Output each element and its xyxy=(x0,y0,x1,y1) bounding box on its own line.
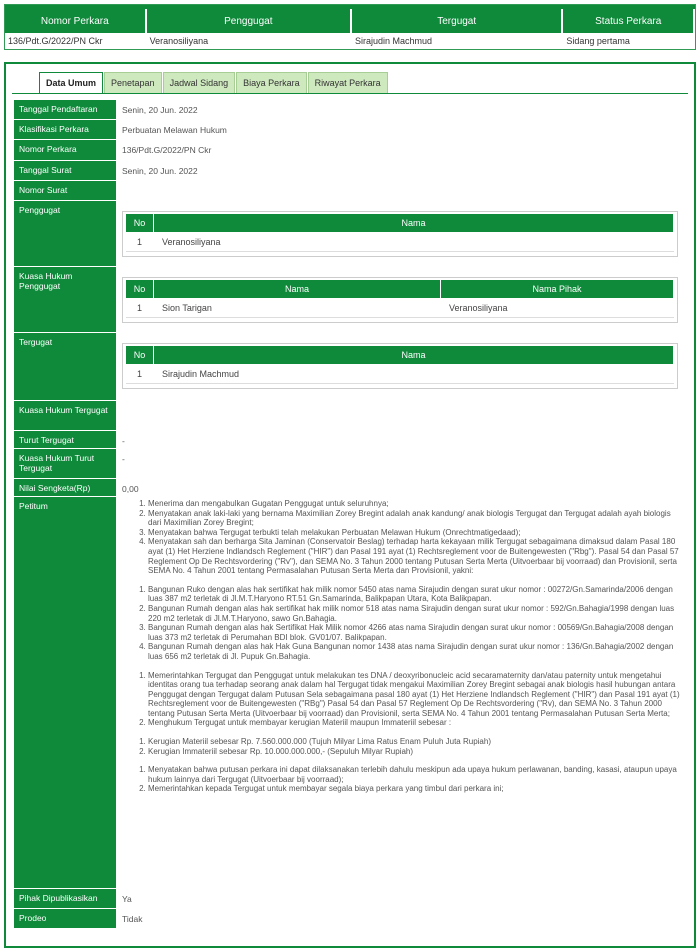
label-tanggal-pendaftaran: Tanggal Pendaftaran xyxy=(14,100,116,119)
case-detail-panel xyxy=(4,62,696,948)
value-kuasa-turut: - xyxy=(116,449,686,478)
petitum-list-5 xyxy=(132,765,680,794)
petitum-item: 3. Bangunan Rumah dengan alas hak Sertifikat Hak Milik nomor 4266 atas nama Sirajudin dengan surat ukur nomor : 00569/Gn.Bahagia/2008 dengan luas 373 m2 terletak di Perumahan BDI blok. GV01/07. Balikpapan. xyxy=(148,623,680,642)
label-tergugat: Tergugat xyxy=(14,333,116,400)
petitum-content xyxy=(116,497,686,888)
penggugat-no: 1 xyxy=(137,236,143,247)
kuasa-col-no: No xyxy=(126,280,154,298)
summary-header-penggugat: Penggugat xyxy=(147,9,352,33)
label-penggugat: Penggugat xyxy=(14,201,116,266)
kuasa-no: 1 xyxy=(137,302,143,313)
label-dipublikasikan: Pihak Dipublikasikan xyxy=(14,889,116,908)
tergugat-no: 1 xyxy=(137,368,143,379)
penggugat-nama: Veranosiliyana xyxy=(162,236,221,247)
kuasa-col-pihak: Nama Pihak xyxy=(441,280,674,298)
table-row xyxy=(126,364,674,384)
petitum-item: 3. Menyatakan bahwa Tergugat terbukti telah melakukan Perbuatan Melawan Hukum (Onrechtmatigedaad); xyxy=(148,528,680,538)
data-umum-table xyxy=(14,100,686,929)
value-klasifikasi: Perbuatan Melawan Hukum xyxy=(116,120,686,139)
summary-header-nomor: Nomor Perkara xyxy=(5,9,147,33)
summary-penggugat: Veranosiliyana xyxy=(149,36,209,46)
petitum-item: 1. Menerima dan mengabulkan Gugatan Penggugat untuk seluruhnya; xyxy=(148,499,680,509)
label-nomor-perkara: Nomor Perkara xyxy=(14,140,116,160)
table-row xyxy=(126,232,674,252)
petitum-list-2 xyxy=(132,585,680,662)
value-tanggal-surat: Senin, 20 Jun. 2022 xyxy=(116,161,686,180)
tab-data-umum[interactable]: Data Umum xyxy=(39,72,103,94)
petitum-item: 4. Menyatakan sah dan berharga Sita Jaminan (Conservatoir Beslag) terhadap harta kekayaan milik Tergugat sebagaimana dimaksud dalam Pasal 180 ayat (1) Het Herziene Indlandsch Reglement ("HIR") dan Pasal 191 ayat (1) Rechtsreglement voor de Buitengewesten ("Rbg"). Pasal 54 dan Pasal 57 Reglement Op De Rechtsvordering ("Rv"), dan SEMA No. 3 Tahun 2000 tentang Putusan Serta Merta (Uitvoerbaar bij voorraad) dan Provisionil, serta SEMA No. 4 Tahun 2001 tentang Permasalahan Putusan Serta Merta dan Provisionil, yakni: xyxy=(148,537,680,575)
summary-header-status: Status Perkara xyxy=(563,9,695,33)
value-turut-tergugat: - xyxy=(116,431,686,448)
label-nomor-surat: Nomor Surat xyxy=(14,181,116,200)
petitum-item: 2. Menyatakan anak laki-laki yang bernama Maximilian Zorey Bregint adalah anak kandung/ anak biologis Tergugat dan Tergugat adalah ayah biologis dari Maximilian Zorey Bregint; xyxy=(148,509,680,528)
tab-jadwal-sidang[interactable]: Jadwal Sidang xyxy=(163,72,236,94)
label-klasifikasi: Klasifikasi Perkara xyxy=(14,120,116,139)
value-prodeo: Tidak xyxy=(116,909,686,928)
label-nilai-sengketa: Nilai Sengketa(Rp) xyxy=(14,479,116,496)
case-summary-table xyxy=(4,4,696,50)
tergugat-nama: Sirajudin Machmud xyxy=(162,368,240,379)
label-kuasa-tergugat: Kuasa Hukum Tergugat xyxy=(14,401,116,430)
kuasa-nama: Sion Tarigan xyxy=(162,302,212,313)
kuasa-pihak: Veranosiliyana xyxy=(449,302,508,313)
penggugat-col-nama: Nama xyxy=(154,214,674,232)
petitum-item: 1. Bangunan Ruko dengan alas hak sertifikat hak milik nomor 5450 atas nama Sirajudin dengan surat ukur nomor : 00272/Gn.Samarinda/2006 dengan luas 387 m2 terletak di Jl.M.T.Haryono RT.51 Gn.Samarinda, Balikpapan Utara, Kota Balikpapan. xyxy=(148,585,680,604)
value-tanggal-pendaftaran: Senin, 20 Jun. 2022 xyxy=(116,100,686,119)
petitum-item: 2. Memerintahkan kepada Tergugat untuk membayar segala biaya perkara yang timbul dari perkara ini; xyxy=(148,784,680,794)
summary-status: Sidang pertama xyxy=(566,36,630,46)
tergugat-table xyxy=(122,343,678,389)
label-kuasa-penggugat: Kuasa Hukum Penggugat xyxy=(14,267,116,332)
tab-riwayat-perkara[interactable]: Riwayat Perkara xyxy=(308,72,388,94)
petitum-list-4 xyxy=(132,737,680,756)
label-petitum: Petitum xyxy=(14,497,116,888)
petitum-item: 2. Bangunan Rumah dengan alas hak sertifikat hak milik nomor 518 atas nama Sirajudin dengan surat ukur nomor : 592/Gn.Bahagia/1998 dengan luas 220 m2 terletak di Jl.M.T.Haryono, sawo Gn.Bahagia. xyxy=(148,604,680,623)
petitum-item: 2. Kerugian Immateriil sebesar Rp. 10.000.000.000,- (Sepuluh Milyar Rupiah) xyxy=(148,747,680,757)
summary-header-tergugat: Tergugat xyxy=(352,9,563,33)
penggugat-table xyxy=(122,211,678,257)
kuasa-col-nama: Nama xyxy=(154,280,441,298)
summary-tergugat: Sirajudin Machmud xyxy=(355,36,433,46)
tergugat-col-nama: Nama xyxy=(154,346,674,364)
value-dipublikasikan: Ya xyxy=(116,889,686,908)
petitum-item: 4. Bangunan Rumah dengan alas hak Hak Guna Bangunan nomor 1438 atas nama Sirajudin dengan surat ukur nomor : 136/Gn.Bahagia/2002 dengan luas 656 m2 terletak di Jl. Pupuk Gn.Bahagia. xyxy=(148,642,680,661)
value-nilai-sengketa: 0,00 xyxy=(116,479,686,496)
value-kuasa-tergugat xyxy=(116,401,686,430)
tab-bar xyxy=(39,72,389,94)
petitum-item: 1. Kerugian Materiil sebesar Rp. 7.560.000.000 (Tujuh Milyar Lima Ratus Enam Puluh Juta Rupiah) xyxy=(148,737,680,747)
table-row xyxy=(126,298,674,318)
label-prodeo: Prodeo xyxy=(14,909,116,928)
petitum-list-1 xyxy=(132,499,680,576)
petitum-item: 1. Menyatakan bahwa putusan perkara ini dapat dilaksanakan terlebih dahulu meskipun ada upaya hukum perlawanan, banding, kasasi, ataupun upaya hukum lainnya dari Tergugat (Uitvoerbaar bij voorraad); xyxy=(148,765,680,784)
label-tanggal-surat: Tanggal Surat xyxy=(14,161,116,180)
kuasa-penggugat-table xyxy=(122,277,678,323)
tergugat-col-no: No xyxy=(126,346,154,364)
petitum-item: 2. Menghukum Tergugat untuk membayar kerugian Materiil maupun Immateriil sebesar : xyxy=(148,718,680,728)
tab-penetapan[interactable]: Penetapan xyxy=(104,72,162,94)
value-nomor-perkara: 136/Pdt.G/2022/PN Ckr xyxy=(116,140,686,160)
label-turut-tergugat: Turut Tergugat xyxy=(14,431,116,448)
summary-nomor: 136/Pdt.G/2022/PN Ckr xyxy=(8,36,103,46)
petitum-list-3 xyxy=(132,671,680,729)
petitum-item: 1. Memerintahkan Tergugat dan Penggugat untuk melakukan tes DNA / deoxyribonucleic acid secaramaternity dan/atau paternity untuk mengetahui identitas orang tua terhadap seorang anak dalam hal Tergugat tidak mengakui Maximilian Zorey Bregint sebagai anak biologis hasil hubungan antara Penggugat dengan Tergugat dalam Putusan Sela sebagaimana pasal 180 ayat (1) Het Herziene Indlandsch Reglement ("HIR") dan Pasal 191 ayat (1) Rechtsreglement voor de Buitengewesten ("RBg") Pasal 54 dan Pasal 57 Reglement Op De Rechtsvordering ("Rv), dan SEMA No. 3 Tahun 2000 tentang Putusan Serta Merta (Uitvoerbaar bij voorraad) dan Provisionil, serta SEMA No. 4 Tahun 2001 tentang Permasalahan Putusan Serta Merta; xyxy=(148,671,680,719)
summary-row[interactable] xyxy=(5,33,695,49)
label-kuasa-turut: Kuasa Hukum Turut Tergugat xyxy=(14,449,116,478)
penggugat-col-no: No xyxy=(126,214,154,232)
value-nomor-surat xyxy=(116,181,686,200)
tab-biaya-perkara[interactable]: Biaya Perkara xyxy=(236,72,307,94)
